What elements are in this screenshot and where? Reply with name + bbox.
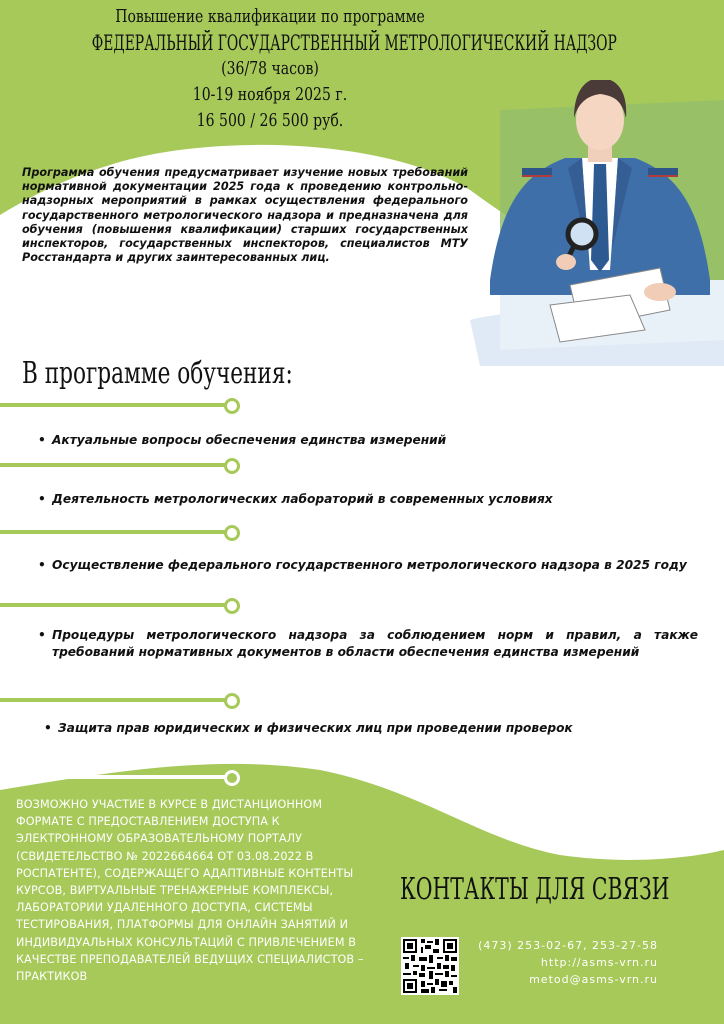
remote-learning-note: ВОЗМОЖНО УЧАСТИЕ В КУРСЕ В ДИСТАНЦИОННОМ ФОРМАТЕ С ПРЕДОСТАВЛЕНИЕМ ДОСТУПА К ЭЛЕКТРОННОМУ ОБРАЗОВАТЕЛЬНОМУ ПОРТАЛУ (СВИДЕТЕЛЬСТВО № 2022664664 ОТ 03.08.2022 В РОСПАТЕНТЕ), СОДЕРЖАЩЕГО АДАПТИВНЫЕ КОНТЕНТЫ КУРСОВ, ВИРТУАЛЬНЫЕ ТРЕНАЖЕРНЫЕ КОМПЛЕКСЫ, ЛАБОРАТОРИИ УДАЛЕННОГО ДОСТУПА, СИСТЕМЫ ТЕСТИРОВАНИЯ, ПЛАТФОРМЫ ДЛЯ ОНЛАЙН ЗАНЯТИЙ И ИНДИВИДУАЛЬНЫХ КОНСУЛЬТАЦИЙ С ПРИВЛЕЧЕНИЕМ В КАЧЕСТВЕ ПРЕПОДАВАТЕЛЕЙ ВЕДУЩИХ СПЕЦИАЛИСТОВ – ПРАКТИКОВ (16, 798, 364, 984)
program-item-text: Актуальные вопросы обеспечения единства измерений (52, 433, 447, 447)
contacts-title: КОНТАКТЫ ДЛЯ СВЯЗИ (400, 872, 670, 907)
website-link[interactable]: http://asms-vrn.ru (540, 956, 658, 969)
program-item (38, 557, 698, 574)
contact-details (470, 937, 658, 988)
program-name: ФЕДЕРАЛЬНЫЙ ГОСУДАРСТВЕННЫЙ МЕТРОЛОГИЧЕСКИЙ НАДЗОР (91, 31, 617, 55)
course-price: 16 500 / 26 500 руб. (196, 110, 344, 131)
bullet-icon: • (38, 433, 46, 447)
course-dates: 10-19 ноября 2025 г. (192, 84, 348, 105)
header (0, 4, 617, 134)
program-item-text: Защита прав юридических и физических лиц при проведении проверок (58, 721, 573, 735)
divider-connector (0, 598, 242, 612)
divider-connector (0, 693, 242, 707)
bullet-icon: • (38, 492, 46, 506)
program-item-text: Осуществление федерального государственного метрологического надзора в 2025 году (52, 558, 687, 572)
bullet-icon: • (44, 721, 52, 735)
inspector-with-magnifier-icon (470, 80, 724, 366)
program-item-text: Процедуры метрологического надзора за соблюдением норм и правил, а также требований нормативных документов в области обеспечения единства измерений (52, 628, 698, 659)
program-description: Программа обучения предусматривает изучение новых требований нормативной документации 2025 года к проведению контрольно-надзорных мероприятий в рамках осуществления федерального государственного метрологического надзора и предназначена для обучения (повышения квалификации) старших государственных инспекторов, государственных инспекторов, специалистов МТУ Росстандарта и других заинтересованных лиц. (22, 166, 468, 265)
program-item (38, 627, 698, 661)
phone-number[interactable]: (473) 253-02-67, 253-27-58 (478, 939, 658, 952)
program-section-title: В программе обучения: (22, 356, 293, 391)
program-item-text: Деятельность метрологических лабораторий в современных условиях (52, 492, 553, 506)
divider-connector (0, 770, 242, 784)
bullet-icon: • (38, 628, 46, 642)
divider-connector (0, 398, 242, 412)
email-link[interactable]: metod@asms-vrn.ru (529, 973, 658, 986)
divider-connector (0, 458, 242, 472)
course-hours: (36/78 часов) (221, 58, 319, 79)
program-item (44, 720, 704, 737)
header-subtitle: Повышение квалификации по программе (115, 6, 425, 27)
divider-connector (0, 525, 242, 539)
qr-code-icon[interactable] (401, 937, 459, 995)
inspector-illustration (470, 80, 724, 366)
program-item (38, 432, 698, 449)
bullet-icon: • (38, 558, 46, 572)
program-item (38, 491, 698, 508)
